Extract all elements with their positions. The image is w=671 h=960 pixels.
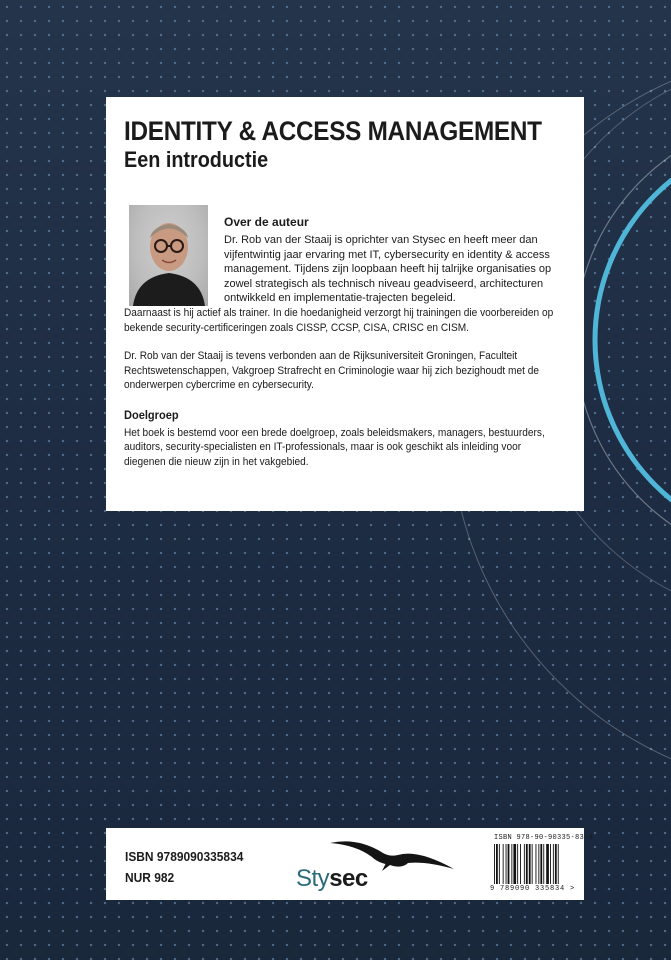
author-bio: [224, 215, 569, 306]
isbn-label: ISBN 9789090335834: [125, 849, 244, 864]
body-section: [124, 306, 556, 469]
stysec-logo: [296, 865, 368, 893]
author-bio-intro: Dr. Rob van der Staaij is oprichter van Stysec en heeft meer dan vijfentwintig jaar ervaring met IT, cybersecurity en identity & access management. Tijdens zijn loopbaan heeft hij talrijke organisaties op zowel strategisch als technisch niveau geadviseerd, architecturen ontwikkeld en implementatie-trajecten begeleid.: [224, 234, 552, 304]
barcode-isbn-text: ISBN 978-90-90335-83-4: [494, 834, 594, 842]
back-cover-panel: [106, 97, 584, 511]
audience-text: Het boek is bestemd voor een brede doelgroep, zoals beleidsmakers, managers, bestuurders, auditors, security-specialisten en IT-professionals, maar is ook geschikt als inleiding voor diegenen die nieuw zijn in het vakgebied.: [124, 426, 545, 468]
barcode-digits: 9 789090 335834 >: [490, 885, 576, 893]
book-subtitle: Een introductie: [124, 147, 269, 172]
author-photo: [129, 205, 208, 306]
logo-suffix: sec: [329, 865, 368, 892]
author-trainer-paragraph: Daarnaast is hij actief als trainer. In die hoedanigheid verzorgt hij trainingen die voorbereiden op bekende security-certificeringen zoals CISSP, CCSP, CISA, CRISC en CISM.: [124, 307, 554, 334]
audience-heading: Doelgroep: [124, 407, 179, 422]
nur-label: NUR 982: [125, 870, 175, 885]
author-university-paragraph: Dr. Rob van der Staaij is tevens verbonden aan de Rijksuniversiteit Groningen, Faculteit Rechtswetenschappen, Vakgroep Strafrecht en Criminologie waar hij zich bezighoudt met de onderwerpen cybercrime en cybersecurity.: [124, 350, 539, 391]
book-title: IDENTITY & ACCESS MANAGEMENT: [124, 116, 542, 146]
footer-box: [106, 828, 594, 900]
barcode: [494, 844, 574, 884]
author-heading: Over de auteur: [224, 215, 309, 229]
logo-prefix: Sty: [296, 865, 330, 892]
author-block: [124, 205, 564, 306]
